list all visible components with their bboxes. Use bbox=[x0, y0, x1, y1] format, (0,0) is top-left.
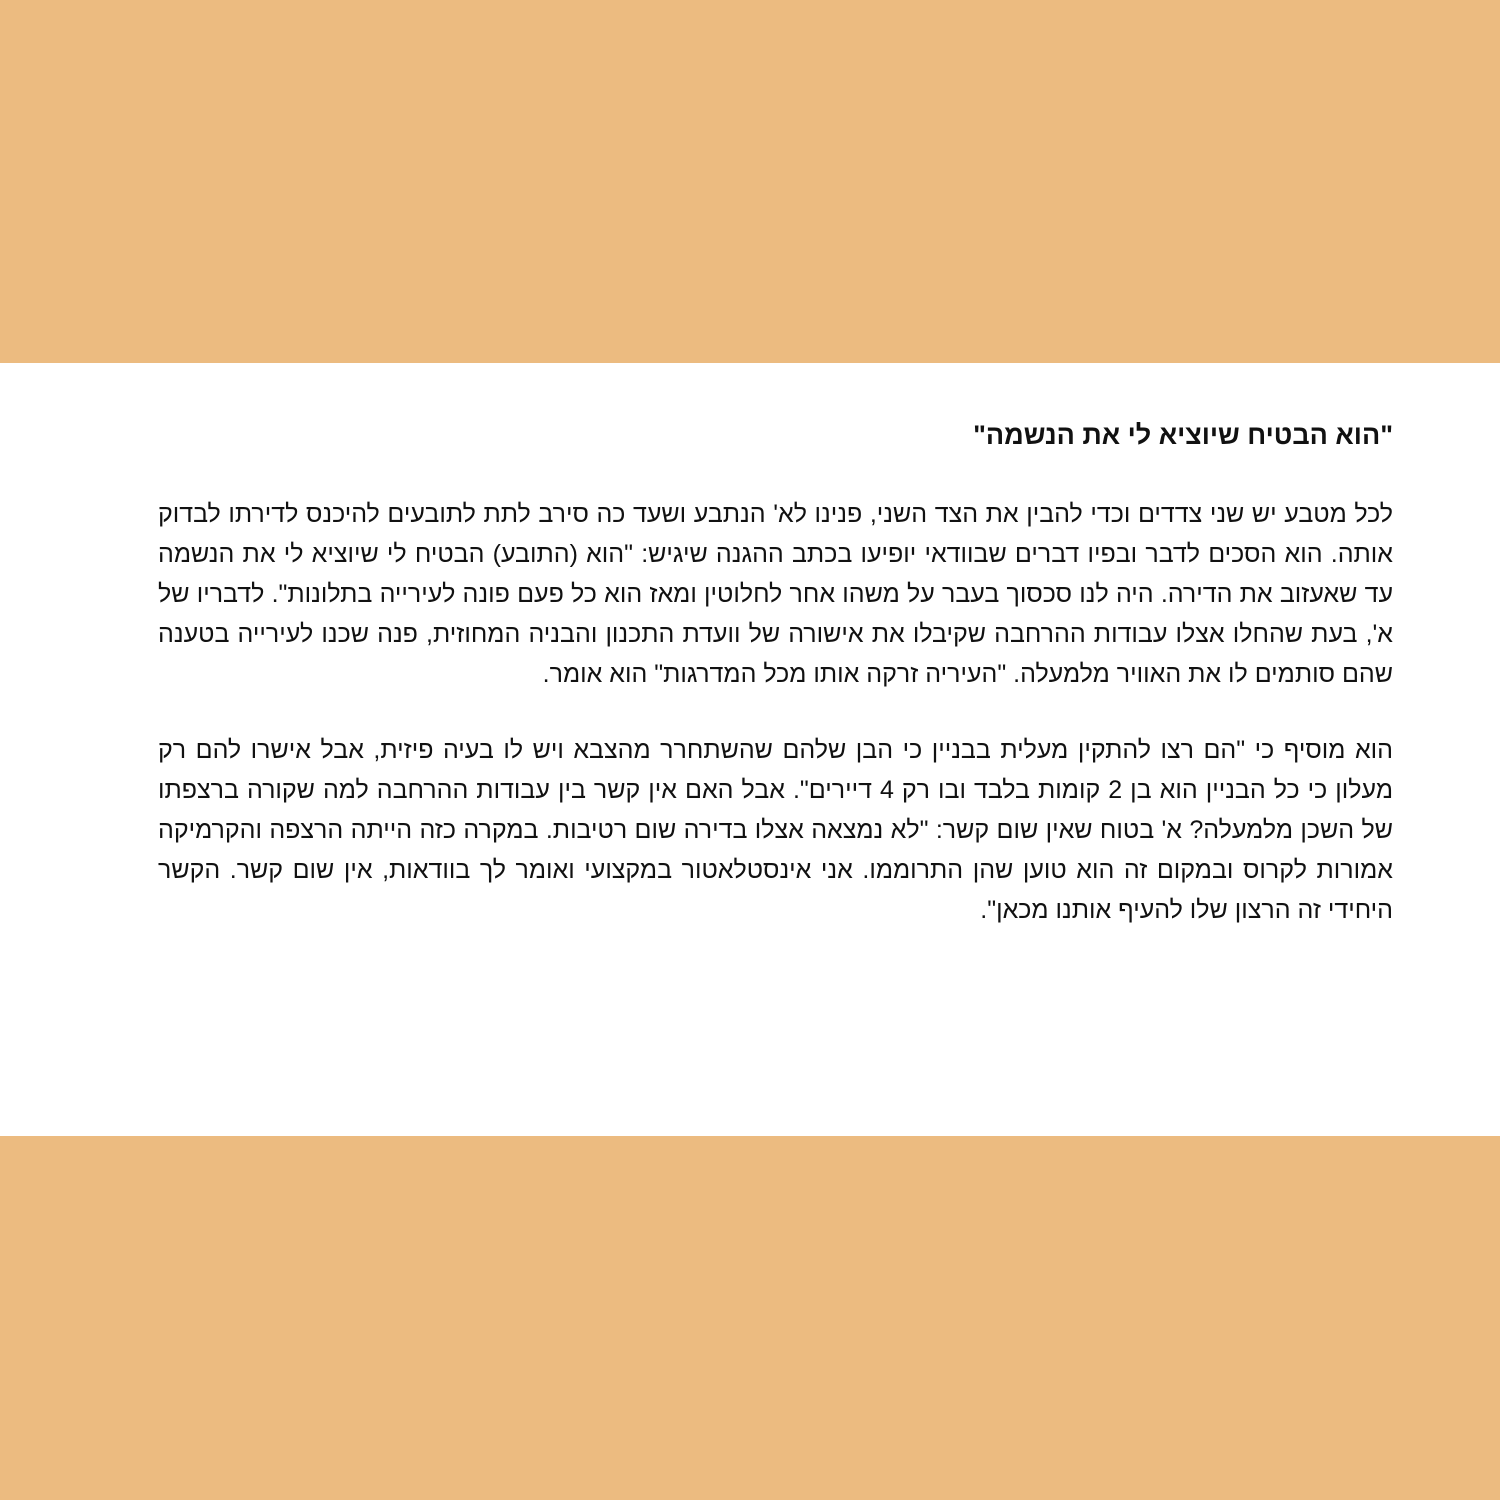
document-page bbox=[0, 363, 1500, 1136]
article-content bbox=[158, 415, 1393, 930]
top-color-band bbox=[0, 0, 1500, 363]
article-paragraph-2: הוא מוסיף כי "הם רצו להתקין מעלית בבניין כי הבן שלהם שהשתחרר מהצבא ויש לו בעיה פיזית, אבל אישרו להם רק מעלון כי כל הבניין הוא בן 2 קומות בלבד ובו רק 4 דיירים". אבל האם אין קשר בין עבודות ההרחבה למה שקורה ברצפתו של השכן מלמעלה? א' בטוח שאין שום קשר: "לא נמצאה אצלו בדירה שום רטיבות. במקרה כזה הייתה הרצפה והקרמיקה אמורות לקרוס ובמקום זה הוא טוען שהן התרוממו. אני אינסטלאטור במקצועי ואומר לך בוודאות, אין שום קשר. הקשר היחידי זה הרצון שלו להעיף אותנו מכאן". bbox=[158, 736, 1394, 924]
article-title: "הוא הבטיח שיוציא לי את הנשמה" bbox=[973, 420, 1393, 450]
bottom-color-band bbox=[0, 1136, 1500, 1500]
article-paragraph-1: לכל מטבע יש שני צדדים וכדי להבין את הצד השני, פנינו לא' הנתבע ושעד כה סירב לתת לתובעים להיכנס לדירתו לבדוק אותה. הוא הסכים לדבר ובפיו דברים שבוודאי יופיעו בכתב ההגנה שיגיש: "הוא (התובע) הבטיח לי שיוציא לי את הנשמה עד שאעזוב את הדירה. היה לנו סכסוך בעבר על משהו אחר לחלוטין ומאז הוא כל פעם פונה לעירייה בתלונות". לדבריו של א', בעת שהחלו אצלו עבודות ההרחבה שקיבלו את אישורה של וועדת התכנון והבניה המחוזית, פנה שכנו לעירייה בטענה שהם סותמים לו את האוויר מלמעלה. "העיריה זרקה אותו מכל המדרגות" הוא אומר. bbox=[158, 500, 1393, 688]
